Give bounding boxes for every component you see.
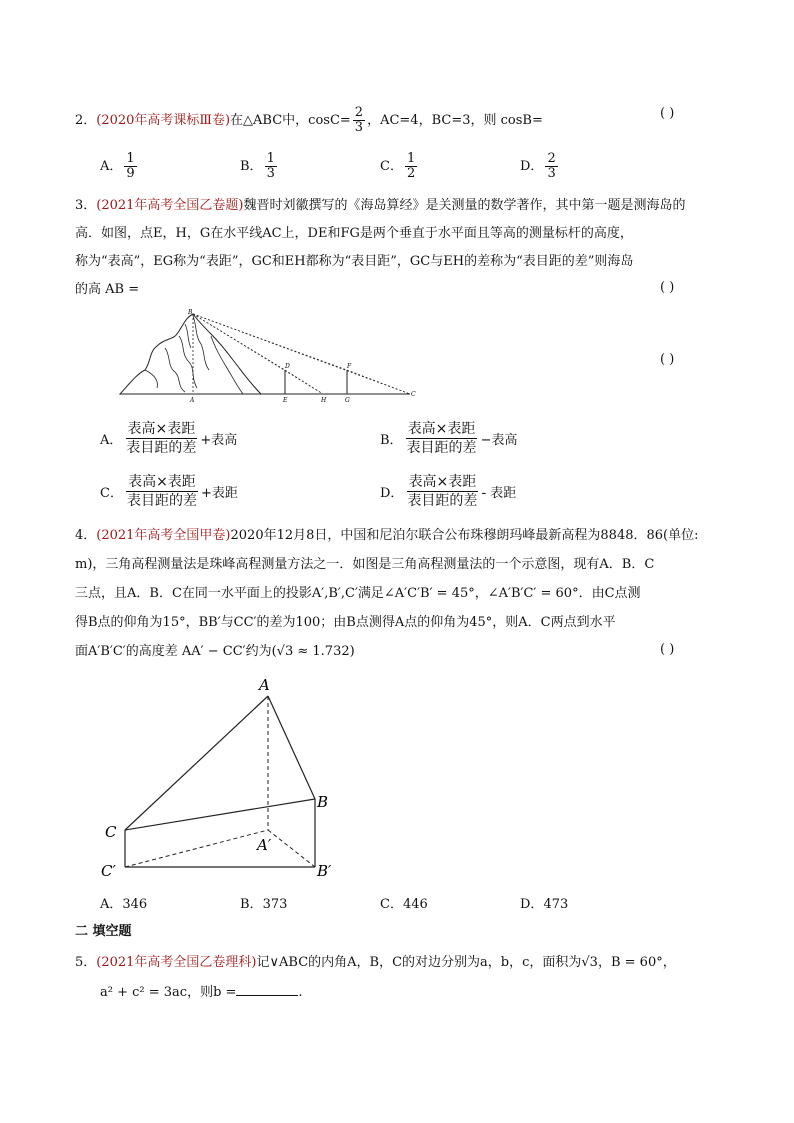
label-G: G (345, 397, 350, 404)
option-b: B． $\frac{1}{3}$ (240, 151, 275, 181)
option-c: C． $\frac{\text{表高×表距}}{\text{表目距的差}}$ +表距 (100, 474, 238, 509)
option-a: A． $\frac{\text{表高×表距}}{\text{表目距的差}}$ +表高 (100, 421, 238, 456)
label-B: B (317, 793, 329, 811)
q4-line3: 三点，且A．B．C在同一水平面上的投影A′,B′,C′满足∠A′C′B′ = 45°，∠A′B′C′ = 60°．由C点测 (75, 586, 641, 601)
option-b: B． $\frac{\text{表高×表距}}{\text{表目距的差}}$ −表高 (380, 421, 518, 456)
answer-blank[interactable] (236, 983, 298, 996)
option-d: D．473 (520, 897, 569, 912)
label-A: A (190, 397, 195, 404)
section-heading: 二 填空题 (75, 924, 132, 939)
answer-paren-2: ( ) (660, 352, 675, 367)
q5-line1: 5．(2021年高考全国乙卷理科)记∨ABC的内角A，B，C的对边分别为a，b，c，面积为√3，B = 60°， (75, 955, 676, 970)
island-figure (115, 308, 425, 404)
option-b: B．373 (240, 897, 288, 912)
option-d: D． $\frac{\text{表高×表距}}{\text{表目距的差}}$ - 表距 (380, 474, 517, 509)
prism-figure (95, 672, 345, 884)
q4-line4: 得B点的仰角为15°，BB′与CC′的差为100；由B点测得A点的仰角为45°，则A．C两点到水平 (75, 615, 616, 630)
label-E: E (283, 397, 288, 404)
label-A-prime: A′ (257, 836, 272, 854)
fraction: $\frac{2}{3}$ (354, 105, 364, 135)
label-H: H (321, 397, 327, 404)
option-a: A． $\frac{1}{9}$ (100, 151, 135, 181)
label-F: F (347, 363, 352, 370)
answer-paren: ( ) (660, 106, 675, 121)
q3-line1: 3．(2021年高考全国乙卷题)魏晋时刘徽撰写的《海岛算经》是关测量的数学著作，其中第一题是测海岛的 (75, 198, 686, 213)
question-source: (2021年高考全国乙卷题) (96, 198, 244, 213)
label-B: B (188, 309, 193, 316)
question-number: 2． (75, 113, 97, 128)
option-c: C． $\frac{1}{2}$ (380, 151, 416, 181)
label-C: C (105, 823, 117, 841)
question-source: (2020年高考课标Ⅲ卷) (96, 113, 231, 128)
q3-line4: 的高 AB = (75, 282, 140, 297)
q4-line1: 4．(2021年高考全国甲卷)2020年12月8日，中国和尼泊尔联合公布珠穆朗玛峰最新高程为8848．86(单位: (75, 528, 699, 543)
q3-line3: 称为“表高”，EG称为“表距”，GC和EH都称为“表目距”，GC与EH的差称为“表目距的差”则海岛 (75, 254, 634, 269)
question-source: (2021年高考全国乙卷理科) (96, 955, 257, 970)
label-C: C (411, 391, 416, 398)
q3-line2: 高．如图，点E，H，G在水平线AC上，DE和FG是两个垂直于水平面且等高的测量标杆的高度， (75, 226, 633, 241)
label-D: D (285, 363, 290, 370)
q4-line5: 面A′B′C′的高度差 AA′ − CC′约为(√3 ≈ 1.732) (75, 644, 355, 659)
answer-paren: ( ) (660, 280, 675, 295)
label-C-prime: C′ (101, 862, 116, 880)
question-source: (2021年高考全国甲卷) (96, 528, 231, 543)
q2-stem: 2．(2020年高考课标Ⅲ卷)在△ABC中，cosC= $\frac{2}{3}$ ，AC=4，BC=3，则 cosB= (75, 105, 543, 135)
option-c: C．446 (380, 897, 428, 912)
label-B-prime: B′ (317, 862, 332, 880)
answer-paren: ( ) (660, 642, 675, 657)
island-outline (120, 314, 261, 394)
option-a: A．346 (100, 897, 148, 912)
option-d: D． $\frac{2}{3}$ (520, 151, 556, 181)
q5-line2: a² + c² = 3ac，则b = . (100, 985, 303, 1000)
q4-line2: m)，三角高程测量法是珠峰高程测量方法之一．如图是三角高程测量法的一个示意图，现有A．B．C (75, 557, 655, 572)
label-A: A (259, 676, 270, 694)
